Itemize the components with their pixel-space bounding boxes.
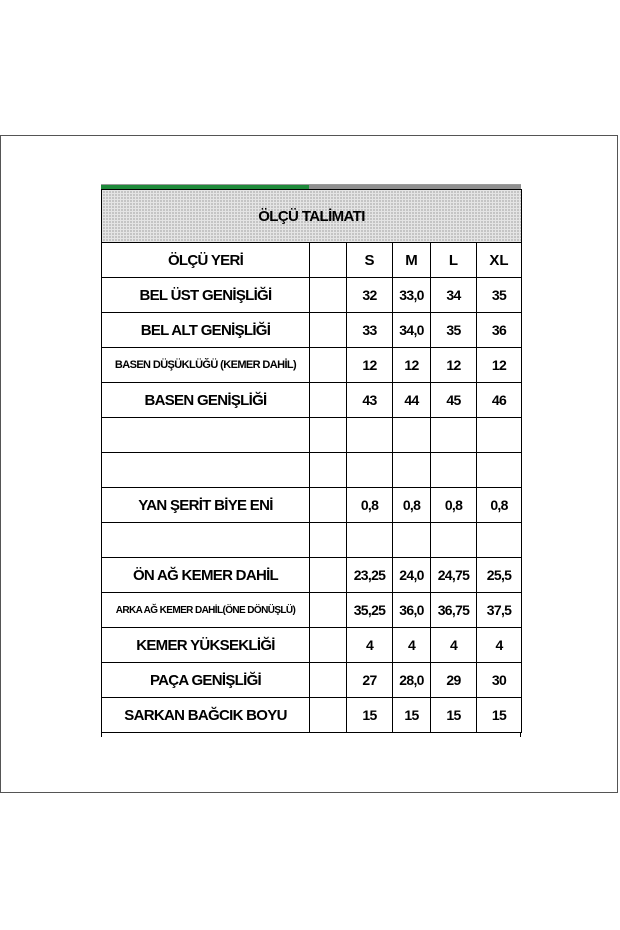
value-cell-s: 32 [347, 278, 393, 313]
blank-cell [310, 383, 347, 418]
value-cell-s [347, 523, 393, 558]
value-cell-xl: 35 [477, 278, 522, 313]
value-cell-s: 43 [347, 383, 393, 418]
value-cell-m: 44 [393, 383, 431, 418]
value-cell-m: 34,0 [393, 313, 431, 348]
table-title-text: ÖLÇÜ TALİMATI [258, 207, 365, 225]
table-row [102, 593, 522, 628]
value-cell-xl: 30 [477, 663, 522, 698]
value-cell-m: 33,0 [393, 278, 431, 313]
table-row [102, 698, 522, 733]
value-cell-s: 12 [347, 348, 393, 383]
table-row [102, 558, 522, 593]
value-cell-l [431, 418, 477, 453]
value-cell-xl: 15 [477, 698, 522, 733]
table-row [102, 523, 522, 558]
column-header-m: M [393, 243, 431, 278]
blank-cell [310, 663, 347, 698]
value-cell-s: 4 [347, 628, 393, 663]
value-cell-xl: 4 [477, 628, 522, 663]
column-header-l: L [431, 243, 477, 278]
blank-cell [310, 418, 347, 453]
value-cell-m [393, 453, 431, 488]
value-cell-xl: 46 [477, 383, 522, 418]
table-row [102, 348, 522, 383]
row-label [102, 453, 310, 488]
table-row [102, 663, 522, 698]
value-cell-m [393, 418, 431, 453]
value-cell-s [347, 418, 393, 453]
row-label [102, 418, 310, 453]
blank-cell [310, 558, 347, 593]
blank-cell [310, 698, 347, 733]
row-label: BEL ALT GENİŞLİĞİ [102, 313, 310, 348]
value-cell-m: 0,8 [393, 488, 431, 523]
sheet-bottom-strip [101, 733, 521, 737]
column-header-blank [310, 243, 347, 278]
value-cell-l: 34 [431, 278, 477, 313]
table-row [102, 453, 522, 488]
size-chart-sheet [101, 184, 521, 737]
value-cell-m: 12 [393, 348, 431, 383]
column-header-measure-point: ÖLÇÜ YERİ [102, 243, 310, 278]
value-cell-xl [477, 523, 522, 558]
value-cell-l: 45 [431, 383, 477, 418]
value-cell-l: 29 [431, 663, 477, 698]
column-header-s: S [347, 243, 393, 278]
value-cell-s: 23,25 [347, 558, 393, 593]
blank-cell [310, 278, 347, 313]
value-cell-xl: 12 [477, 348, 522, 383]
sheet-top-strip [101, 184, 521, 189]
blank-cell [310, 453, 347, 488]
table-row [102, 313, 522, 348]
value-cell-m: 24,0 [393, 558, 431, 593]
row-label: KEMER YÜKSEKLİĞİ [102, 628, 310, 663]
row-label: BASEN DÜŞÜKLÜĞÜ (KEMER DAHİL) [102, 348, 310, 383]
value-cell-l [431, 453, 477, 488]
blank-cell [310, 313, 347, 348]
value-cell-m: 36,0 [393, 593, 431, 628]
value-cell-l: 0,8 [431, 488, 477, 523]
value-cell-xl: 37,5 [477, 593, 522, 628]
value-cell-xl [477, 453, 522, 488]
image-frame [0, 135, 618, 793]
row-label: ÖN AĞ KEMER DAHİL [102, 558, 310, 593]
value-cell-l: 15 [431, 698, 477, 733]
table-row [102, 418, 522, 453]
value-cell-s: 0,8 [347, 488, 393, 523]
value-cell-xl [477, 418, 522, 453]
value-cell-m: 15 [393, 698, 431, 733]
header-row [102, 243, 522, 278]
value-cell-xl: 36 [477, 313, 522, 348]
table-row [102, 488, 522, 523]
table-title [102, 190, 522, 243]
value-cell-l: 36,75 [431, 593, 477, 628]
blank-cell [310, 628, 347, 663]
value-cell-l: 35 [431, 313, 477, 348]
value-cell-s: 35,25 [347, 593, 393, 628]
selected-tab-indicator [101, 185, 309, 189]
row-label [102, 523, 310, 558]
size-chart-table [101, 189, 522, 733]
value-cell-s [347, 453, 393, 488]
row-label: BASEN GENİŞLİĞİ [102, 383, 310, 418]
value-cell-m: 4 [393, 628, 431, 663]
row-label: YAN ŞERİT BİYE ENİ [102, 488, 310, 523]
row-label: SARKAN BAĞCIK BOYU [102, 698, 310, 733]
value-cell-xl: 25,5 [477, 558, 522, 593]
value-cell-m [393, 523, 431, 558]
value-cell-s: 15 [347, 698, 393, 733]
value-cell-m: 28,0 [393, 663, 431, 698]
value-cell-l: 12 [431, 348, 477, 383]
blank-cell [310, 348, 347, 383]
column-header-xl: XL [477, 243, 522, 278]
value-cell-l [431, 523, 477, 558]
value-cell-l: 4 [431, 628, 477, 663]
table-row [102, 383, 522, 418]
sheet-top-border [309, 185, 521, 189]
blank-cell [310, 488, 347, 523]
table-row [102, 628, 522, 663]
blank-cell [310, 523, 347, 558]
row-label: PAÇA GENİŞLİĞİ [102, 663, 310, 698]
value-cell-s: 33 [347, 313, 393, 348]
value-cell-s: 27 [347, 663, 393, 698]
value-cell-l: 24,75 [431, 558, 477, 593]
row-label: ARKA AĞ KEMER DAHİL(ÖNE DÖNÜŞLÜ) [102, 593, 310, 628]
value-cell-xl: 0,8 [477, 488, 522, 523]
blank-cell [310, 593, 347, 628]
row-label: BEL ÜST GENİŞLİĞİ [102, 278, 310, 313]
table-row [102, 278, 522, 313]
